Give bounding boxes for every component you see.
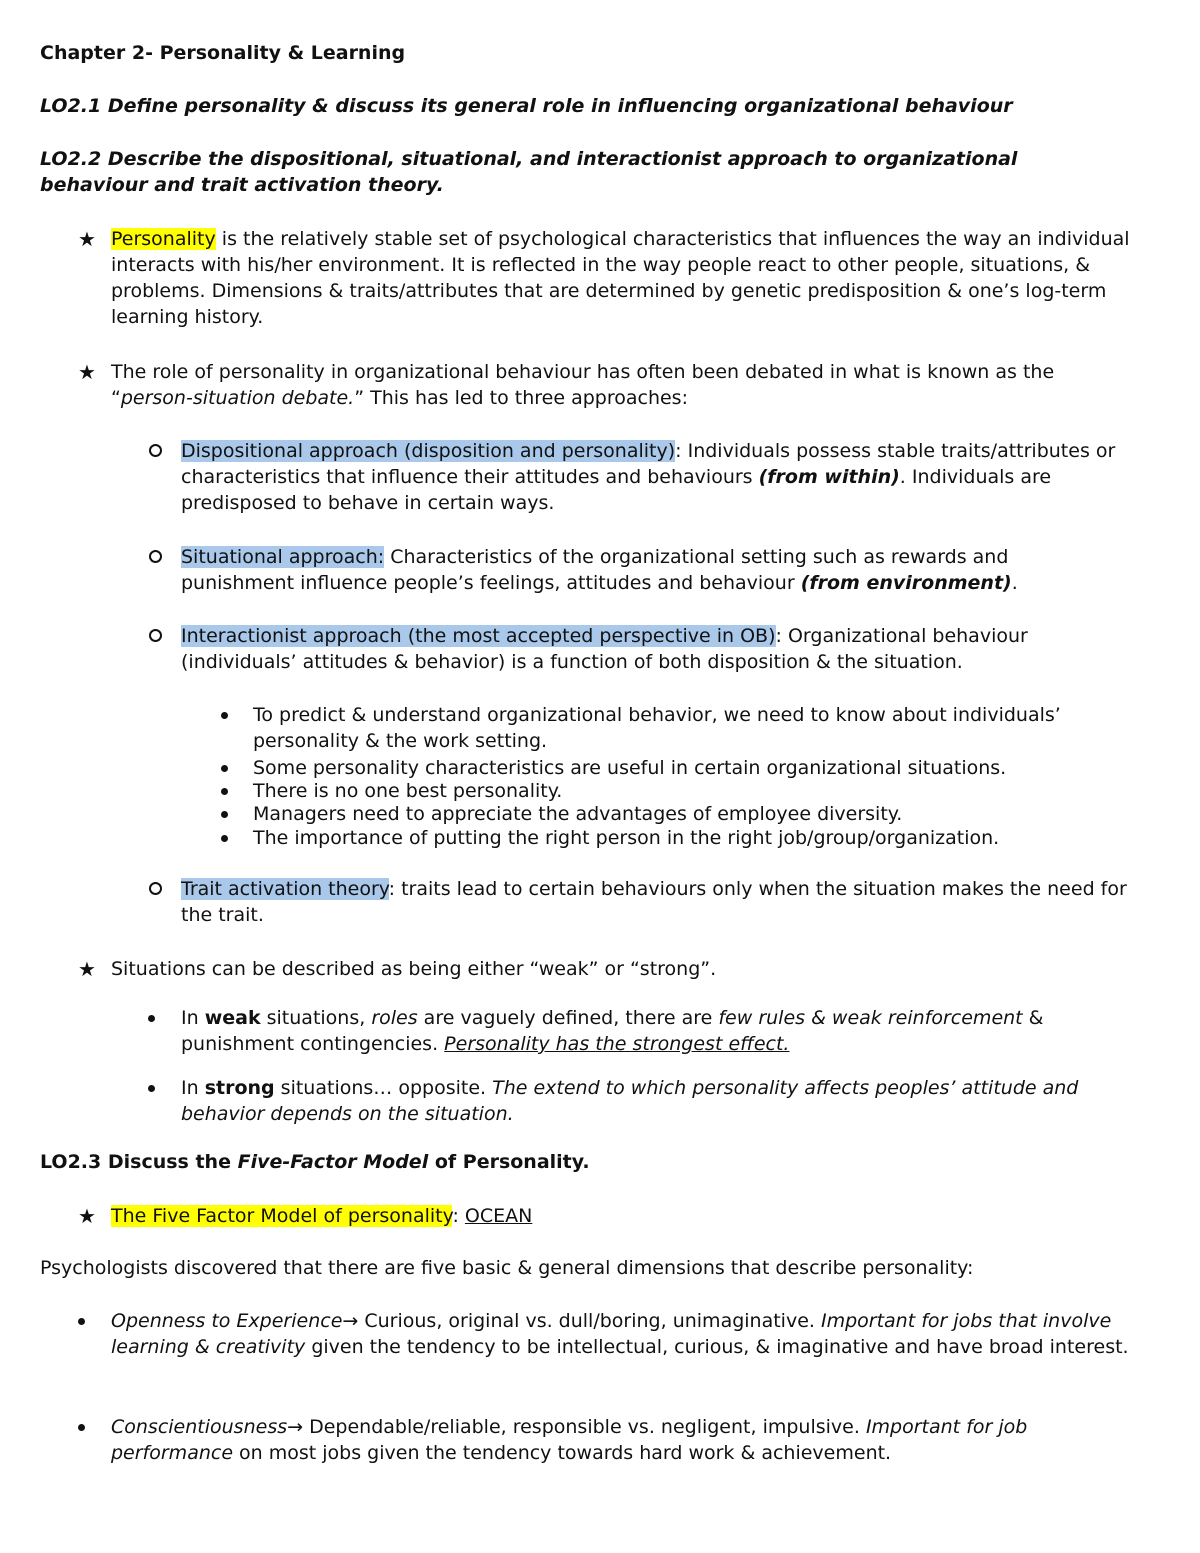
strong-situations <box>181 1075 1121 1127</box>
lo23-heading <box>40 1149 1160 1175</box>
dot-bullet-icon <box>221 811 228 818</box>
weak-text-a: In <box>181 1007 205 1029</box>
star-bullet-icon: ★ <box>78 957 96 981</box>
interactionist-point: Some personality characteristics are useful in certain organizational situations. <box>253 757 1007 779</box>
weak-text-g: & punishment contingencies. <box>181 1007 1044 1055</box>
weak-text-c: situations, <box>260 1007 372 1029</box>
five-dimensions-intro: Psychologists discovered that there are five basic & general dimensions that describe personality: <box>40 1257 974 1279</box>
five-factor-model <box>111 1203 1151 1229</box>
dispositional-text-c: . Individuals are predisposed to behave in certain ways. <box>181 466 1052 514</box>
dispositional-text-a: : Individuals possess stable traits/attributes or characteristics that influence their attitudes and behaviours <box>181 440 1116 488</box>
star-bullet-icon: ★ <box>78 360 96 384</box>
dispositional-approach <box>181 438 1171 516</box>
situational-text-a: Characteristics of the organizational setting such as rewards and punishment influence people’s feelings, attitudes and behaviour <box>181 546 1009 594</box>
dot-bullet-icon <box>221 765 228 772</box>
personality-term: Personality <box>111 228 216 250</box>
openness-text-d: given the tendency to be intellectual, curious, & imaginative and have broad interest. <box>305 1336 1129 1358</box>
openness-term: Openness to Experience <box>111 1310 343 1332</box>
trait-activation-theory <box>181 876 1156 928</box>
dot-bullet-icon <box>78 1318 85 1325</box>
interactionist-approach <box>181 623 1101 675</box>
lo23-text-italic: Five-Factor Model <box>237 1151 429 1173</box>
conscientiousness-text-d: on most jobs given the tendency towards hard work & achievement. <box>233 1442 892 1464</box>
situational-approach <box>181 544 1111 596</box>
situational-text-c: . <box>1011 572 1018 594</box>
dot-bullet-icon <box>78 1424 85 1431</box>
lo23-text-a: LO2.3 Discuss the <box>40 1151 238 1173</box>
weak-text-rules: few rules & weak reinforcement <box>718 1007 1023 1029</box>
interactionist-point: There is no one best personality. <box>253 780 563 802</box>
role-text-italic: person-situation debate. <box>120 387 355 409</box>
page-title: Chapter 2- Personality & Learning <box>40 42 406 64</box>
dot-bullet-icon <box>221 788 228 795</box>
weak-text-bold: weak <box>204 1007 261 1029</box>
conscientiousness-term: Conscientiousness <box>111 1416 288 1438</box>
five-factor-colon: : <box>452 1205 465 1227</box>
lo23-text-c: of Personality. <box>428 1151 590 1173</box>
situational-term: Situational approach: <box>181 546 385 568</box>
weak-text-roles: roles <box>371 1007 418 1029</box>
situations-text: Situations can be described as being either “weak” or “strong”. <box>111 958 717 980</box>
circle-bullet-icon <box>149 629 162 642</box>
weak-situations <box>181 1005 1101 1057</box>
interactionist-point: Managers need to appreciate the advantages of employee diversity. <box>253 803 903 825</box>
circle-bullet-icon <box>149 444 162 457</box>
circle-bullet-icon <box>149 882 162 895</box>
dot-bullet-icon <box>148 1085 155 1092</box>
dispositional-term: Dispositional approach (disposition and personality) <box>181 440 676 462</box>
openness-text-italic: Important for jobs that involve learning & creativity <box>111 1310 1112 1358</box>
interactionist-text: : Organizational behaviour (individuals’ attitudes & behavior) is a function of both disposition & the situation. <box>181 625 1028 673</box>
star-bullet-icon: ★ <box>78 227 96 251</box>
five-factor-term: The Five Factor Model of personality <box>111 1205 453 1227</box>
weak-text-effect: Personality has the strongest effect. <box>444 1033 790 1055</box>
openness-text-b: → Curious, original vs. dull/boring, unimaginative. <box>342 1310 821 1332</box>
role-of-personality <box>111 359 1131 411</box>
lo21-heading: LO2.1 Define personality & discuss its general role in influencing organizational behaviour <box>40 95 1013 117</box>
lo22-heading: LO2.2 Describe the dispositional, situational, and interactionist approach to organizational behaviour and trait activation theory. <box>40 148 1018 196</box>
conscientiousness-text-b: → Dependable/reliable, responsible vs. negligent, impulsive. <box>287 1416 866 1438</box>
star-bullet-icon: ★ <box>78 1204 96 1228</box>
weak-text-e: are vaguely defined, there are <box>417 1007 719 1029</box>
dot-bullet-icon <box>221 712 228 719</box>
conscientiousness-text-italic: Important for job performance <box>111 1416 1028 1464</box>
ocean-acronym: OCEAN <box>464 1205 533 1227</box>
strong-text-bold: strong <box>204 1077 275 1099</box>
openness-to-experience <box>111 1308 1156 1360</box>
interactionist-term: Interactionist approach (the most accepted perspective in OB) <box>181 625 776 647</box>
situational-text-bold: (from environment) <box>800 572 1012 594</box>
role-text-a: The role of personality in organizational behaviour has often been debated in what is known as the “ <box>111 361 1055 409</box>
circle-bullet-icon <box>149 550 162 563</box>
personality-text: is the relatively stable set of psychological characteristics that influences the way an individual interacts with his/her environment. It is reflected in the way people react to other people, situations, & problems. Dimensions & traits/attributes that are determined by genetic predisposition & one’s log-term learning history. <box>111 228 1130 328</box>
trait-activation-term: Trait activation theory <box>181 878 389 900</box>
personality-definition <box>111 226 1151 330</box>
conscientiousness <box>111 1414 1101 1466</box>
role-text-c: ” This has led to three approaches: <box>354 387 688 409</box>
strong-text-a: In <box>181 1077 205 1099</box>
dispositional-text-bold: (from within) <box>758 466 900 488</box>
interactionist-point: The importance of putting the right person in the right job/group/organization. <box>253 827 1000 849</box>
strong-text-italic: The extend to which personality affects peoples’ attitude and behavior depends on the situation. <box>181 1077 1079 1125</box>
strong-text-c: situations… opposite. <box>274 1077 493 1099</box>
interactionist-point: To predict & understand organizational behavior, we need to know about individuals’ personality & the work setting. <box>253 704 1061 752</box>
trait-activation-text: : traits lead to certain behaviours only when the situation makes the need for the trait. <box>181 878 1127 926</box>
dot-bullet-icon <box>221 835 228 842</box>
dot-bullet-icon <box>148 1015 155 1022</box>
